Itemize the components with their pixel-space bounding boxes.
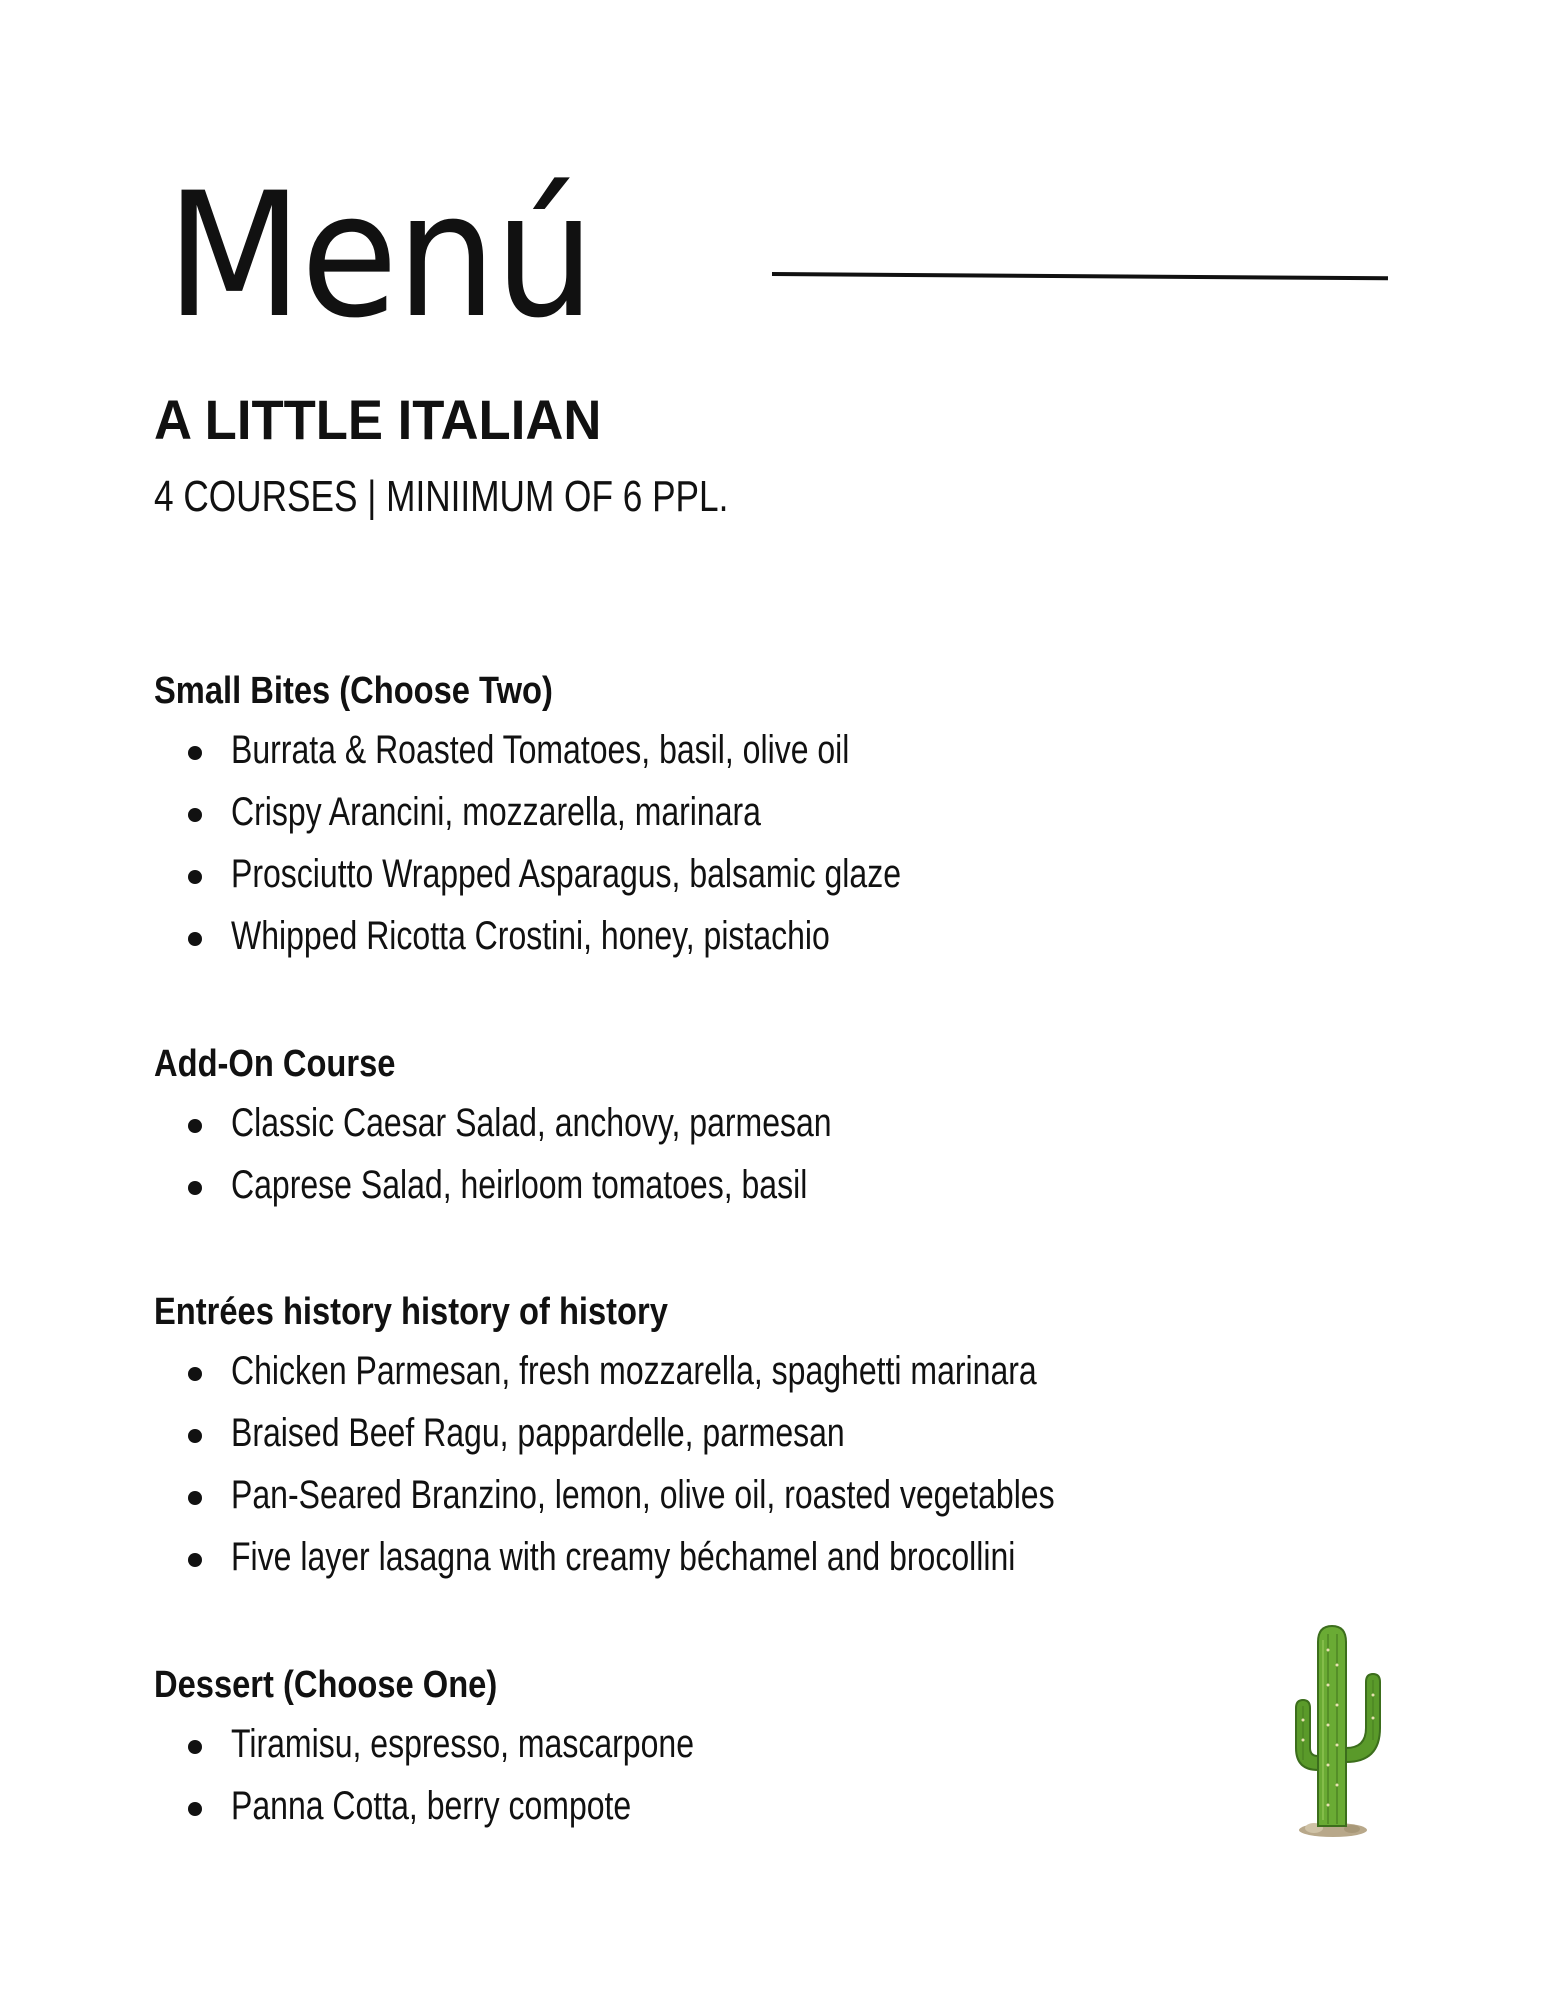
menu-item-text: Five layer lasagna with creamy béchamel and brocollini (231, 1535, 1016, 1579)
bullet-icon (188, 1367, 202, 1381)
menu-item (154, 914, 830, 978)
menu-tagline: 4 COURSES | MINIIMUM OF 6 PPL. (154, 472, 729, 521)
bullet-icon (188, 870, 202, 884)
bullet-icon (188, 1119, 202, 1133)
section-small-bites (154, 670, 901, 978)
menu-item-text: Tiramisu, espresso, mascarpone (231, 1722, 694, 1766)
section-heading: Add-On Course (154, 1043, 396, 1085)
menu-item (154, 1722, 694, 1786)
bullet-icon (188, 1553, 202, 1567)
menu-item (154, 790, 761, 854)
menu-item-text: Pan-Seared Branzino, lemon, olive oil, roasted vegetables (231, 1473, 1055, 1517)
menu-item (154, 1784, 632, 1848)
menu-item (154, 852, 901, 916)
menu-item-text: Braised Beef Ragu, pappardelle, parmesan (231, 1411, 845, 1455)
section-heading: Entrées history history of history (154, 1291, 668, 1333)
menu-item-text: Chicken Parmesan, fresh mozzarella, spaghetti marinara (231, 1349, 1037, 1393)
menu-item (154, 728, 850, 792)
menu-item-text: Whipped Ricotta Crostini, honey, pistachio (231, 914, 830, 958)
menu-subtitle: A LITTLE ITALIAN (154, 388, 602, 451)
menu-item (154, 1473, 1055, 1537)
section-entrees (154, 1291, 1055, 1599)
menu-title: Menú (166, 155, 594, 356)
cactus-icon (1278, 1620, 1388, 1840)
title-divider-line (772, 272, 1388, 280)
menu-item-text: Panna Cotta, berry compote (231, 1784, 632, 1828)
menu-item-text: Burrata & Roasted Tomatoes, basil, olive oil (231, 728, 850, 772)
bullet-icon (188, 1429, 202, 1443)
bullet-icon (188, 808, 202, 822)
menu-item (154, 1535, 1016, 1599)
bullet-icon (188, 746, 202, 760)
bullet-icon (188, 1491, 202, 1505)
menu-item-text: Prosciutto Wrapped Asparagus, balsamic glaze (231, 852, 901, 896)
menu-item-text: Classic Caesar Salad, anchovy, parmesan (231, 1101, 832, 1145)
menu-item-text: Caprese Salad, heirloom tomatoes, basil (231, 1163, 808, 1207)
section-dessert (154, 1664, 694, 1848)
bullet-icon (188, 1740, 202, 1754)
menu-item (154, 1163, 808, 1227)
section-add-on-course (154, 1043, 832, 1227)
bullet-icon (188, 1181, 202, 1195)
section-heading: Dessert (Choose One) (154, 1664, 498, 1706)
bullet-icon (188, 932, 202, 946)
menu-item (154, 1349, 1037, 1413)
bullet-icon (188, 1802, 202, 1816)
menu-item (154, 1411, 845, 1475)
menu-item (154, 1101, 832, 1165)
section-heading: Small Bites (Choose Two) (154, 670, 553, 712)
menu-item-text: Crispy Arancini, mozzarella, marinara (231, 790, 761, 834)
